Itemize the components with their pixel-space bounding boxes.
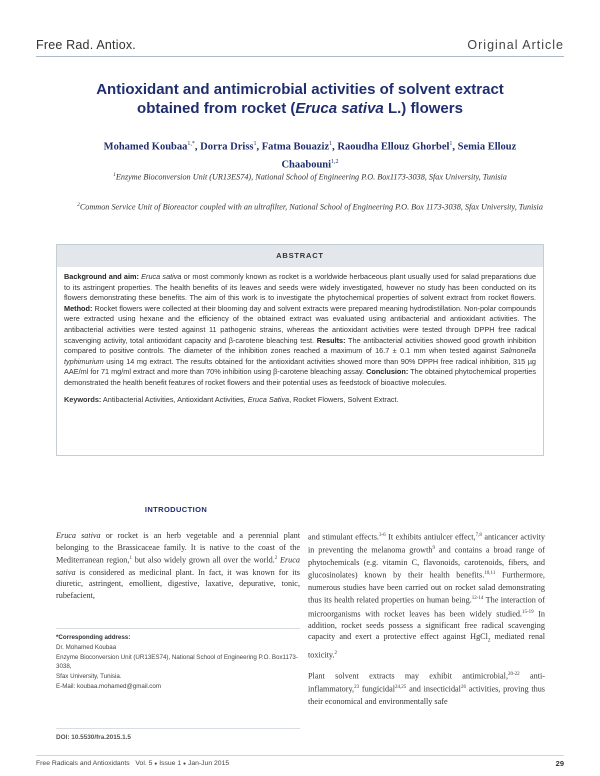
author-separator: , [256, 141, 262, 153]
intro-text: anticancer activity in preventing the melanoma growth [308, 532, 545, 556]
affiliation-sup: 2 [77, 202, 80, 208]
footer-date: Jan-Jun 2015 [187, 760, 230, 767]
affiliation-2 [70, 200, 550, 213]
intro-text: In addition, rocket seeds possess a significant free radical scavenging capacity and exert a protective effect against HgCl [308, 609, 545, 642]
intro-paragraph [56, 530, 300, 601]
title-line-2-pre: obtained from rocket ( [137, 100, 296, 117]
affiliation-text: Common Service Unit of Bioreactor coupled with an ultrafilter, National School of Engineering P.O. Box 1173-3038, Sfax University, Tunisia [79, 202, 543, 212]
author-affil-sup: 1,2 [331, 158, 339, 165]
citation: 10,11 [484, 571, 496, 577]
author-affil-sup: 1 [449, 141, 453, 147]
affiliation-text: Enzyme Bioconversion Unit (UR13ES74), National School of Engineering P.O. Box1173-3038, Sfax University, Tunisia [115, 172, 507, 182]
author-separator: , [194, 141, 201, 153]
abstract-results-text: The antibacterial activities showed good growth inhibition compared to positive controls. The diameter of the inhibition zones reached a maximum of 16.7 ± 0.1 mm when tested against [64, 335, 537, 356]
footer-divider [36, 755, 564, 756]
citation: 7,8 [475, 533, 482, 538]
intro-text: and stimulant effects. [308, 532, 379, 542]
intro-text: The interaction of microorganisms with rocket leaves has been widely studied. [308, 595, 545, 619]
introduction-heading: INTRODUCTION [144, 505, 208, 514]
intro-text: activities, proving thus their economical and environmentally safe [308, 685, 545, 706]
citation: 2 [274, 556, 278, 562]
correspondence-box [56, 628, 300, 692]
author-name: Dorra Driss [200, 141, 254, 153]
abstract-bg-text: or most commonly known as rocket is a worldwide herbaceous plant usually used for salad preparations due to its astringent properties. The health benefits of its leaves and seeds were widely investigated, however no study has been conducted on its flowers demonstrating these benefits. The aim of this work is to investigate the phytochemical properties of solvent extract from rocket flowers. [64, 272, 537, 303]
author-list [90, 137, 530, 172]
intro-text: It exhibits antiulcer effect, [385, 532, 476, 542]
doi: DOI: 10.5530/fra.2015.1.5 [56, 728, 300, 741]
footer-volume: Vol. 5 [135, 760, 153, 767]
intro-text: anti-inflammatory, [308, 671, 545, 695]
intro-text: fungicidal [359, 685, 396, 695]
citation: 2 [334, 650, 338, 656]
author-name: Fatma Bouaziz [261, 141, 330, 153]
citation: 26 [460, 685, 466, 691]
correspondence-email: E-Mail: koubaa.mohamed@gmail.com [56, 682, 161, 690]
abstract-results-text-2: using 14 mg extract. The results obtained for the antioxidant activities showed more than 90% DPPH free radical inhibition, 315 µg AAE/ml for 71 mg/ml extract and more than 70% inhibition using β-carotene bleaching assay. [64, 356, 536, 377]
affiliation-1 [70, 170, 550, 183]
citation: 23 [354, 685, 360, 691]
footer-bullet: ● [154, 761, 158, 767]
title-line-1: Antioxidant and antimicrobial activities of solvent extract [96, 81, 504, 98]
intro-right-column [308, 530, 545, 707]
correspondence-title: *Corresponding address: [56, 634, 131, 641]
author-name: Mohamed Koubaa [103, 141, 188, 153]
abstract-bg-label: Background and aim: [64, 272, 139, 281]
author-name: Semia Ellouz Chaabouni [281, 141, 517, 170]
citation: 20-22 [508, 671, 520, 677]
subscript: 2 [487, 639, 491, 645]
intro-left-column [56, 530, 300, 601]
intro-text: is considered as medicinal plant. In fact, it was known for its diuretic, astringent, emollient, digestive, laxative, depurative, tonic, rubefacient, [56, 567, 300, 600]
article-type: Original Article [467, 38, 564, 52]
footer-issue: Issue 1 [159, 760, 182, 767]
citation: 15-19 [521, 609, 534, 615]
journal-name: Free Rad. Antiox. [36, 38, 136, 52]
citation: 1 [129, 556, 132, 562]
intro-species: Eruca sativa [56, 531, 101, 540]
intro-paragraph [308, 530, 545, 661]
affiliation-sup: 1 [113, 172, 116, 178]
intro-text: and contains a broad range of phytochemicals (e.g. vitamin C, flavonoids, carotenoids, fibers, and glucosinolates) known by their health benefits. [308, 546, 545, 580]
author-affil-sup: 1 [253, 141, 257, 147]
title-species: Eruca sativa [295, 100, 384, 117]
intro-text: or rocket is an herb vegetable and a perennial plant belonging to the Brassicaceae family. It is native to the coast of the Mediterranean region, [56, 531, 300, 565]
keywords-text: Antibacterial Activities, Antioxidant Activities, [101, 394, 248, 404]
citation: 12-14 [471, 596, 484, 602]
article-title [40, 80, 560, 118]
abstract-method-label: Method: [64, 303, 93, 313]
author-name: Raoudha Ellouz Ghorbel [337, 141, 450, 153]
author-separator: , [452, 141, 458, 153]
author-affil-sup: 1 [329, 141, 333, 147]
intro-species: Eruca sativa [56, 555, 300, 577]
correspondence-line: Dr. Mohamed Koubaa [56, 643, 117, 651]
intro-paragraph [308, 669, 545, 707]
page-number: 29 [555, 759, 564, 768]
footer-bullet: ● [183, 761, 187, 767]
author-affil-sup: 1,* [187, 141, 195, 147]
citation: 3-6 [378, 533, 386, 538]
abstract-results-species: Salmonella typhimurium [64, 346, 536, 366]
title-line-2-post: L.) flowers [383, 100, 463, 117]
author-separator: , [332, 141, 338, 153]
intro-text: Plant solvent extracts may exhibit antimicrobial, [308, 671, 508, 681]
abstract-method-text: Rocket flowers were collected at their blooming day and solvent extracts were prepared meaning hydrodistillation. Non-polar compounds were extracted using hexane and the efficiency of the obtained extract was evaluated using antibacterial and antioxidant activities. The antibacterial activities were tested against 11 pathogenic strains, whereas the antioxidant activities were tested through DPPH free radical scavenging activity, total antioxidant capacity and β-carotene bleaching test. [64, 303, 536, 345]
correspondence-line: Enzyme Bioconversion Unit (UR13ES74), National School of Engineering P.O. Box1173-3038, [56, 653, 298, 671]
footer-journal: Free Radicals and Antioxidants [36, 760, 130, 767]
keywords-label: Keywords: [64, 394, 102, 404]
intro-text: and insecticidal [406, 685, 461, 695]
citation: 24,25 [395, 685, 407, 691]
footer-citation [36, 760, 229, 767]
header-divider [36, 56, 564, 57]
abstract-heading: ABSTRACT [57, 245, 543, 267]
abstract-box [56, 244, 544, 456]
intro-text: but also widely grown all over the world. [131, 555, 275, 565]
citation: 9 [432, 546, 435, 552]
correspondence-line: Sfax University, Tunisia. [56, 673, 122, 681]
abstract-keywords [57, 389, 543, 406]
keywords-text-2: , Rocket Flowers, Solvent Extract. [289, 394, 399, 404]
abstract-results-label: Results: [316, 335, 346, 345]
keywords-species: Eruca Sativa [247, 394, 290, 404]
intro-text: Furthermore, numerous studies have been carried out on rocket salad demonstrating thus its health related properties on human being. [308, 570, 545, 605]
abstract-conclusion-text: The obtained phytochemical properties demonstrated the health benefit features of rocket flowers and their potential uses as feedstock of bioactive molecules. [64, 367, 536, 387]
abstract-body [57, 267, 543, 389]
abstract-species: Eruca sativa [141, 272, 182, 281]
abstract-conclusion-label: Conclusion: [366, 367, 409, 377]
intro-text: mediated renal toxicity. [308, 632, 545, 660]
